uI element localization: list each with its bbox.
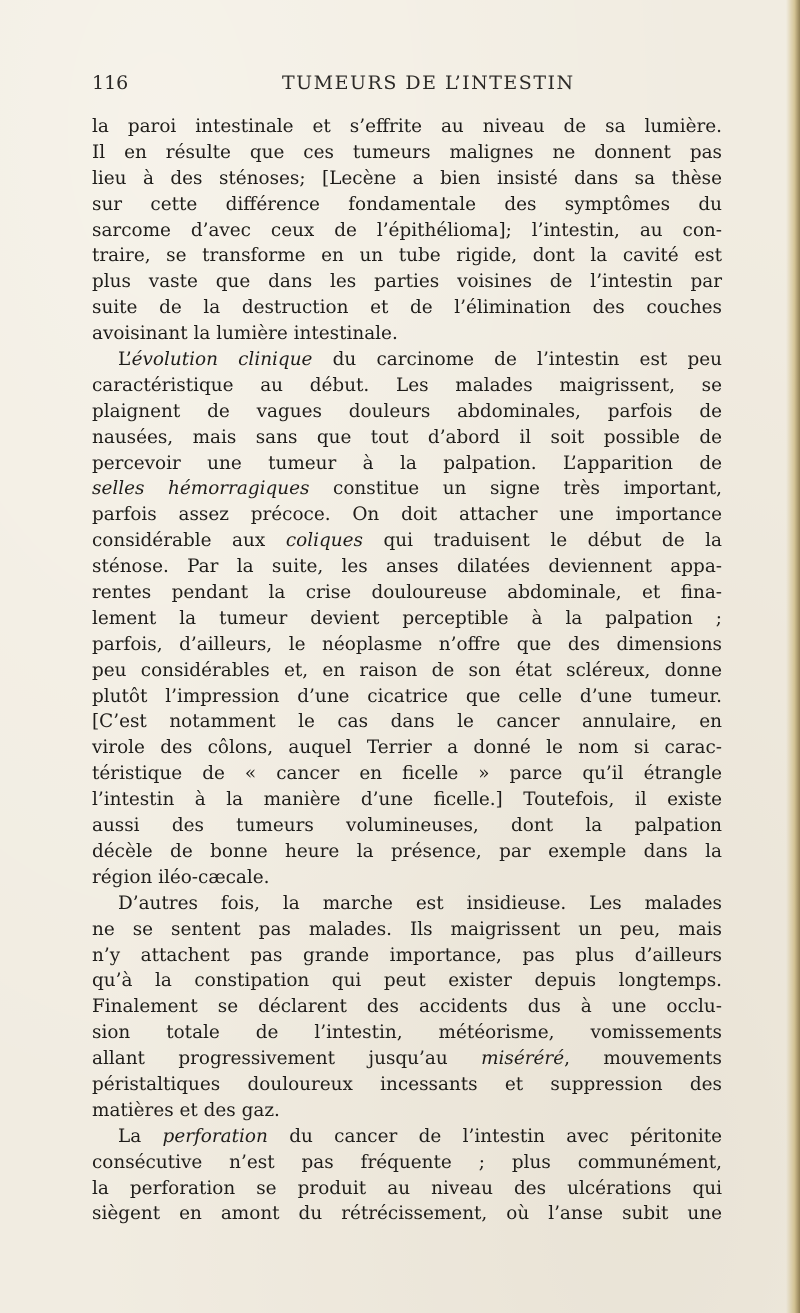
text-run: sarcome d’avec ceux de l’épithélioma]; l’intestin, au con-: [92, 219, 722, 241]
text-line: [92, 1124, 722, 1150]
text-run: consécutive n’est pas fréquente ; plus communément,: [92, 1151, 722, 1173]
text-line: [92, 1046, 722, 1072]
text-line: [92, 295, 722, 321]
body-text: [92, 114, 722, 1227]
text-run: Finalement se déclarent des accidents dus à une occlu-: [92, 996, 722, 1018]
text-line: [92, 243, 722, 269]
text-run: siègent en amont du rétrécissement, où l’anse subit une: [92, 1203, 722, 1225]
text-run: [C’est notamment le cas dans le cancer annulaire, en: [92, 711, 722, 733]
text-run: lieu à des sténoses; [Lecène a bien insisté dans sa thèse: [92, 167, 722, 189]
page-header: [92, 72, 722, 100]
text-run: nausées, mais sans que tout d’abord il soit possible de: [92, 426, 722, 448]
text-run: parfois assez précoce. On doit attacher une importance: [92, 504, 722, 526]
page-number: 116: [92, 72, 129, 94]
text-line: [92, 839, 722, 865]
text-run: L’: [118, 349, 132, 371]
text-line: [92, 1150, 722, 1176]
text-run: qui traduisent le début de la: [362, 530, 722, 552]
text-line: [92, 606, 722, 632]
text-run: sion totale de l’intestin, météorisme, vomissements: [92, 1022, 722, 1044]
text-line: [92, 321, 722, 347]
text-line: [92, 399, 722, 425]
text-run: avoisinant la lumière intestinale.: [92, 323, 398, 345]
text-run: constitue un signe très important,: [309, 478, 722, 500]
text-run: parfois, d’ailleurs, le néoplasme n’offre que des dimensions: [92, 633, 722, 655]
text-line: [92, 347, 722, 373]
text-run: caractéristique au début. Les malades maigrissent, se: [92, 374, 722, 396]
text-line: [92, 994, 722, 1020]
text-run: suite de la destruction et de l’élimination des couches: [92, 297, 722, 319]
text-run: du carcinome de l’intestin est peu: [312, 349, 722, 371]
page-edge-shadow: [786, 0, 800, 1313]
text-run: sur cette différence fondamentale des symptômes du: [92, 193, 722, 215]
text-line: [92, 528, 722, 554]
text-line: [92, 658, 722, 684]
text-run: lement la tumeur devient perceptible à la palpation ;: [92, 607, 722, 629]
text-run: l’intestin à la manière d’une ficelle.] Toutefois, il existe: [92, 789, 722, 811]
text-line: [92, 787, 722, 813]
text-run: qu’à la constipation qui peut exister depuis longtemps.: [92, 970, 722, 992]
text-line: [92, 1176, 722, 1202]
text-line: [92, 580, 722, 606]
text-run: la perforation se produit au niveau des ulcérations qui: [92, 1177, 722, 1199]
text-run: téristique de « cancer en ficelle » parce qu’il étrangle: [92, 763, 722, 785]
text-line: [92, 554, 722, 580]
text-run: ne se sentent pas malades. Ils maigrissent un peu, mais: [92, 918, 722, 940]
text-run: allant progressivement jusqu’au: [92, 1048, 482, 1070]
text-run: n’y attachent pas grande importance, pas plus d’ailleurs: [92, 944, 722, 966]
text-line: [92, 1098, 722, 1124]
text-run: D’autres fois, la marche est insidieuse. Les malades: [118, 892, 722, 914]
text-run: péristaltiques douloureux incessants et suppression des: [92, 1073, 722, 1095]
text-run: , mouvements: [564, 1048, 722, 1070]
text-line: [92, 451, 722, 477]
text-run: traire, se transforme en un tube rigide, dont la cavité est: [92, 245, 722, 267]
text-run: plutôt l’impression d’une cicatrice que celle d’une tumeur.: [92, 685, 722, 707]
text-line: [92, 735, 722, 761]
text-line: [92, 1201, 722, 1227]
text-line: [92, 1020, 722, 1046]
text-line: [92, 813, 722, 839]
text-line: [92, 114, 722, 140]
text-run: aussi des tumeurs volumineuses, dont la palpation: [92, 815, 722, 837]
text-line: [92, 891, 722, 917]
text-line: [92, 684, 722, 710]
text-line: [92, 269, 722, 295]
text-line: [92, 502, 722, 528]
text-line: [92, 192, 722, 218]
text-line: [92, 218, 722, 244]
text-line: [92, 373, 722, 399]
italic-term: évolution clinique: [131, 349, 313, 371]
running-head: TUMEURS DE L’INTESTIN: [282, 72, 575, 94]
text-line: [92, 632, 722, 658]
text-run: plaignent de vagues douleurs abdominales, parfois de: [92, 400, 722, 422]
text-line: [92, 709, 722, 735]
text-run: sténose. Par la suite, les anses dilatées deviennent appa-: [92, 556, 722, 578]
italic-term: miséréré: [481, 1048, 565, 1070]
text-run: décèle de bonne heure la présence, par exemple dans la: [92, 840, 722, 862]
text-run: La: [118, 1125, 163, 1147]
text-line: [92, 425, 722, 451]
text-line: [92, 917, 722, 943]
text-run: percevoir une tumeur à la palpation. L’apparition de: [92, 452, 722, 474]
text-run: rentes pendant la crise douloureuse abdominale, et fina-: [92, 582, 722, 604]
italic-term: selles hémorragiques: [92, 478, 310, 500]
text-run: la paroi intestinale et s’effrite au niveau de sa lumière.: [92, 116, 722, 137]
text-run: virole des côlons, auquel Terrier a donné le nom si carac-: [92, 737, 722, 759]
text-run: matières et des gaz.: [92, 1099, 280, 1121]
text-run: plus vaste que dans les parties voisines de l’intestin par: [92, 271, 722, 293]
text-line: [92, 943, 722, 969]
text-line: [92, 476, 722, 502]
text-run: du cancer de l’intestin avec péritonite: [267, 1125, 722, 1147]
text-line: [92, 865, 722, 891]
text-line: [92, 166, 722, 192]
text-line: [92, 140, 722, 166]
italic-term: coliques: [285, 530, 363, 552]
text-line: [92, 968, 722, 994]
text-run: considérable aux: [92, 530, 286, 552]
text-run: région iléo-cæcale.: [92, 866, 270, 888]
text-run: peu considérables et, en raison de son état scléreux, donne: [92, 659, 722, 681]
text-line: [92, 761, 722, 787]
text-line: [92, 1072, 722, 1098]
text-run: Il en résulte que ces tumeurs malignes ne donnent pas: [92, 141, 722, 163]
italic-term: perforation: [162, 1125, 268, 1147]
